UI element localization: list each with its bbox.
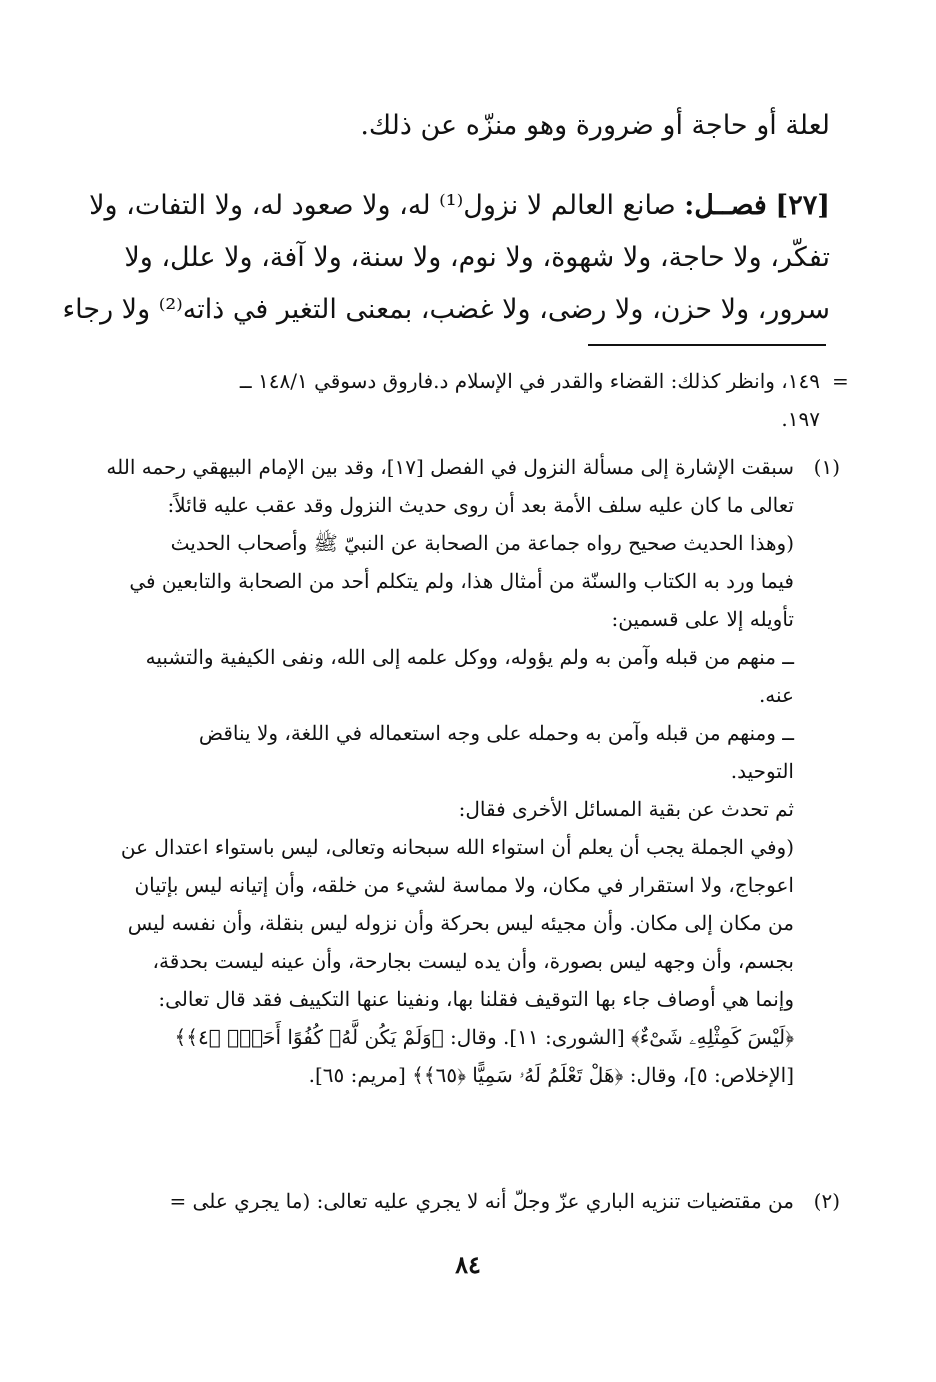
main-line-3: تفكّر، ولا حاجة، ولا شهوة، ولا نوم، ولا سنة، ولا آفة، ولا علل، ولا (124, 242, 830, 273)
footnote-2-body (80, 1182, 794, 1220)
footnote-1-line: سبقت الإشارة إلى مسألة النزول في الفصل [١٧]، وقد بين الإمام البيهقي رحمه الله (106, 455, 794, 479)
continued-marker: = (832, 369, 849, 393)
footnote-1-line: عنه. (758, 683, 794, 707)
footnote-1-line: بجسم، وأن وجهه ليس بصورة، وأن يده ليست بجارحة، وأن عينه ليست بحدقة، (152, 949, 794, 973)
footnote-1-body (80, 448, 794, 1094)
section-label: فصــل: (684, 190, 767, 221)
footnote-2-marker: (٢) (813, 1189, 840, 1213)
footnote-1-line: ــ ومنهم من قبله وآمن به وحمله على وجه استعماله في اللغة، ولا يناقض (198, 721, 794, 745)
footnote-1-marker: (١) (813, 455, 840, 479)
footnote-1 (80, 448, 840, 1094)
footnote-1-line: تعالى ما كان عليه سلف الأمة بعد أن روى حديث النزول وقد عقب عليه قائلاً: (167, 493, 794, 517)
footnote-1-line: ﴿لَيْسَ كَمِثْلِهِۦ شَىْءٌ﴾ [الشورى: ١١]. وقال: ﴿وَلَمْ يَكُن لَّهُۥ كُفُوًا أَحَدٌۢ ﴿٤﴾﴾ (174, 1025, 794, 1049)
main-text (80, 100, 830, 152)
footnote-1-line: (وهذا الحديث صحيح رواه جماعة من الصحابة عن النبيّ ﷺ وأصحاب الحديث (170, 531, 794, 555)
footnote-1-line: تأويله إلا على قسمين: (611, 607, 794, 631)
footnote-1-line: [الإخلاص: ٥]، وقال: ﴿هَلْ تَعْلَمُ لَهُۥ سَمِيًّا ﴿٦٥﴾﴾ [مريم: ٦٥]. (308, 1063, 794, 1087)
footnote-2-line: من مقتضيات تنزيه الباري عزّ وجلّ أنه لا يجري عليه تعالى: (ما يجري على = (169, 1189, 794, 1213)
footnote-continued-line-2: ١٩٧. (781, 407, 820, 431)
footnote-continued-line-1: ١٤٩، وانظر كذلك: القضاء والقدر في الإسلام د.فاروق دسوقي ١٤٨/١ ــ (239, 369, 820, 393)
page-number: ٨٤ (455, 1250, 481, 1279)
main-line-1: لعلة أو حاجة أو ضرورة وهو منزّه عن ذلك. (360, 110, 830, 141)
footnote-continued (80, 362, 820, 438)
footnote-separator (588, 344, 826, 346)
section-27 (62, 180, 830, 336)
footnote-1-line: اعوجاج، ولا استقرار في مكان، ولا مماسة لشيء من خلقه، وأن إتيانه ليس بإتيان (134, 873, 794, 897)
footnote-1-line: فيما ورد به الكتاب والسنّة من أمثال هذا، ولم يتكلم أحد من الصحابة والتابعين في (129, 569, 794, 593)
section-number: [٢٧] (775, 190, 830, 221)
footnote-1-line: ثم تحدث عن بقية المسائل الأخرى فقال: (458, 797, 794, 821)
footnote-1-line: ــ منهم من قبله وآمن به ولم يؤوله، ووكل علمه إلى الله، ونفى الكيفية والتشبيه (145, 645, 794, 669)
footnote-1-line: التوحيد. (730, 759, 794, 783)
main-line-4: سرور، ولا حزن، ولا رضى، ولا غضب، بمعنى التغير في ذاته⁽²⁾ ولا رجاء (62, 294, 830, 325)
main-line-2 (80, 180, 830, 232)
footnote-1-line: من مكان إلى مكان. وأن مجيئه ليس بحركة وأن نزوله ليس بنقلة، وأن نفسه ليس (127, 911, 794, 935)
main-line-2-text: صانع العالم لا نزول⁽¹⁾ له، ولا صعود له، ولا التفات، ولا (89, 190, 676, 221)
footnote-1-line: وإنما هي أوصاف جاء بها التوقيف فقلنا بها، ونفينا عنها التكييف فقد قال تعالى: (158, 987, 794, 1011)
footnote-1-line: (وفي الجملة يجب أن يعلم أن استواء الله سبحانه وتعالى، ليس باستواء اعتدال عن (120, 835, 794, 859)
